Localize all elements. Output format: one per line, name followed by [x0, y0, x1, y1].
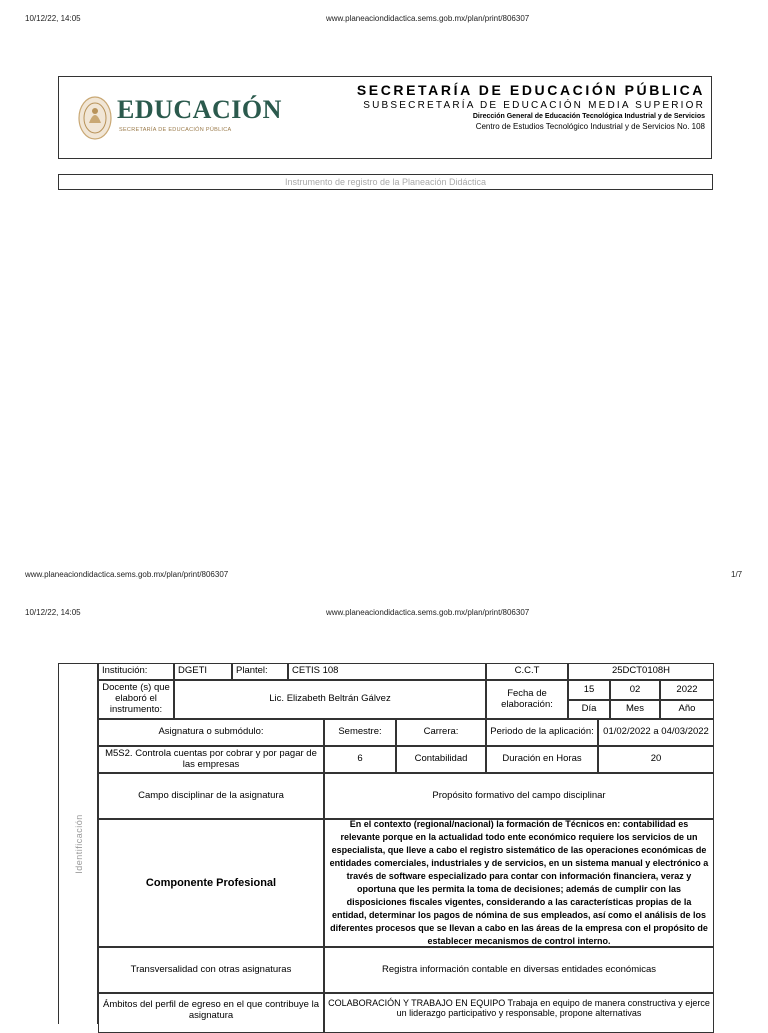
dia-value: 15: [568, 680, 610, 700]
docente-value: Lic. Elizabeth Beltrán Gálvez: [174, 680, 486, 719]
footer-url: www.planeaciondidactica.sems.gob.mx/plan/print/806307: [25, 570, 229, 579]
institution-name: SECRETARÍA DE EDUCACIÓN PÚBLICA: [356, 82, 705, 98]
carrera-label: Carrera:: [396, 719, 486, 746]
mes-label: Mes: [610, 700, 660, 719]
dia-label: Día: [568, 700, 610, 719]
institution-banner: [58, 76, 712, 159]
side-label: Identificación: [74, 814, 84, 874]
plantel-label: Plantel:: [232, 663, 288, 680]
fecha-label: Fecha de elaboración:: [486, 680, 568, 719]
ambitos-value: COLABORACIÓN Y TRABAJO EN EQUIPO Trabaja en equipo de manera constructiva y ejerce un liderazgo participativo y responsable, propone alternativas: [324, 993, 714, 1033]
transversalidad-label: Transversalidad con otras asignaturas: [98, 947, 324, 993]
side-label-cell: [58, 663, 98, 1024]
docente-label: Docente (s) que elaboró el instrumento:: [98, 680, 174, 719]
periodo-value: 01/02/2022 a 04/03/2022: [598, 719, 714, 746]
print-url: www.planeaciondidactica.sems.gob.mx/plan/print/806307: [326, 608, 530, 617]
transversalidad-value: Registra información contable en diversas entidades económicas: [324, 947, 714, 993]
institucion-label: Institución:: [98, 663, 174, 680]
semestre-label: Semestre:: [324, 719, 396, 746]
logo-subtitle: SECRETARÍA DE EDUCACIÓN PÚBLICA: [119, 127, 232, 133]
duracion-label: Duración en Horas: [486, 746, 598, 773]
mes-value: 02: [610, 680, 660, 700]
asignatura-label: Asignatura o submódulo:: [98, 719, 324, 746]
semestre-value: 6: [324, 746, 396, 773]
proposito-text: En el contexto (regional/nacional) la formación de Técnicos en: contabilidad es relevante porque en la actualidad todo ente económico requiere los servicios de un especialista, que lleve a cabo el registro sistemático de las operaciones económicas de entidades comerciales, industriales y de servicios, en un sistema manual y electrónico a través de software especializado para contar con información financiera, veraz y oportuna que les permita la toma de decisiones; además de cumplir con las disposiciones fiscales vigentes, considerando a las características propias de la entidad, determinar los pagos de nómina de sus empleados, así como el análisis de los diferentes procesos que se llevan a cabo en las áreas de la empresa con el propósito de establecer mecanismos de control interno.: [324, 819, 714, 947]
identification-table: [58, 663, 714, 1024]
carrera-value: Contabilidad: [396, 746, 486, 773]
plantel-value: CETIS 108: [288, 663, 486, 680]
asignatura-value: M5S2. Controla cuentas por cobrar y por pagar de las empresas: [98, 746, 324, 773]
footer-page-number: 1/7: [731, 570, 743, 579]
institution-centro: Centro de Estudios Tecnológico Industrial y de Servicios No. 108: [475, 122, 705, 131]
coat-of-arms-icon: [77, 95, 113, 141]
print-datetime: 10/12/22, 14:05: [25, 608, 81, 617]
componente-label: Componente Profesional: [98, 819, 324, 947]
institucion-value: DGETI: [174, 663, 232, 680]
periodo-label: Periodo de la aplicación:: [486, 719, 598, 746]
print-url: www.planeaciondidactica.sems.gob.mx/plan/print/806307: [326, 14, 530, 23]
proposito-label: Propósito formativo del campo disciplinar: [324, 773, 714, 819]
institution-direccion: Dirección General de Educación Tecnológica Industrial y de Servicios: [472, 113, 705, 120]
campo-label: Campo disciplinar de la asignatura: [98, 773, 324, 819]
document-subtitle: Instrumento de registro de la Planeación Didáctica: [58, 174, 713, 190]
anio-value: 2022: [660, 680, 714, 700]
institution-subsecretaria: SUBSECRETARÍA DE EDUCACIÓN MEDIA SUPERIOR: [363, 100, 705, 111]
duracion-value: 20: [598, 746, 714, 773]
anio-label: Año: [660, 700, 714, 719]
cct-value: 25DCT0108H: [568, 663, 714, 680]
print-datetime: 10/12/22, 14:05: [25, 14, 81, 23]
ambitos-label: Ámbitos del perfil de egreso en el que contribuye la asignatura: [98, 993, 324, 1033]
cct-label: C.C.T: [486, 663, 568, 680]
logo-title: EDUCACIÓN: [117, 95, 282, 124]
